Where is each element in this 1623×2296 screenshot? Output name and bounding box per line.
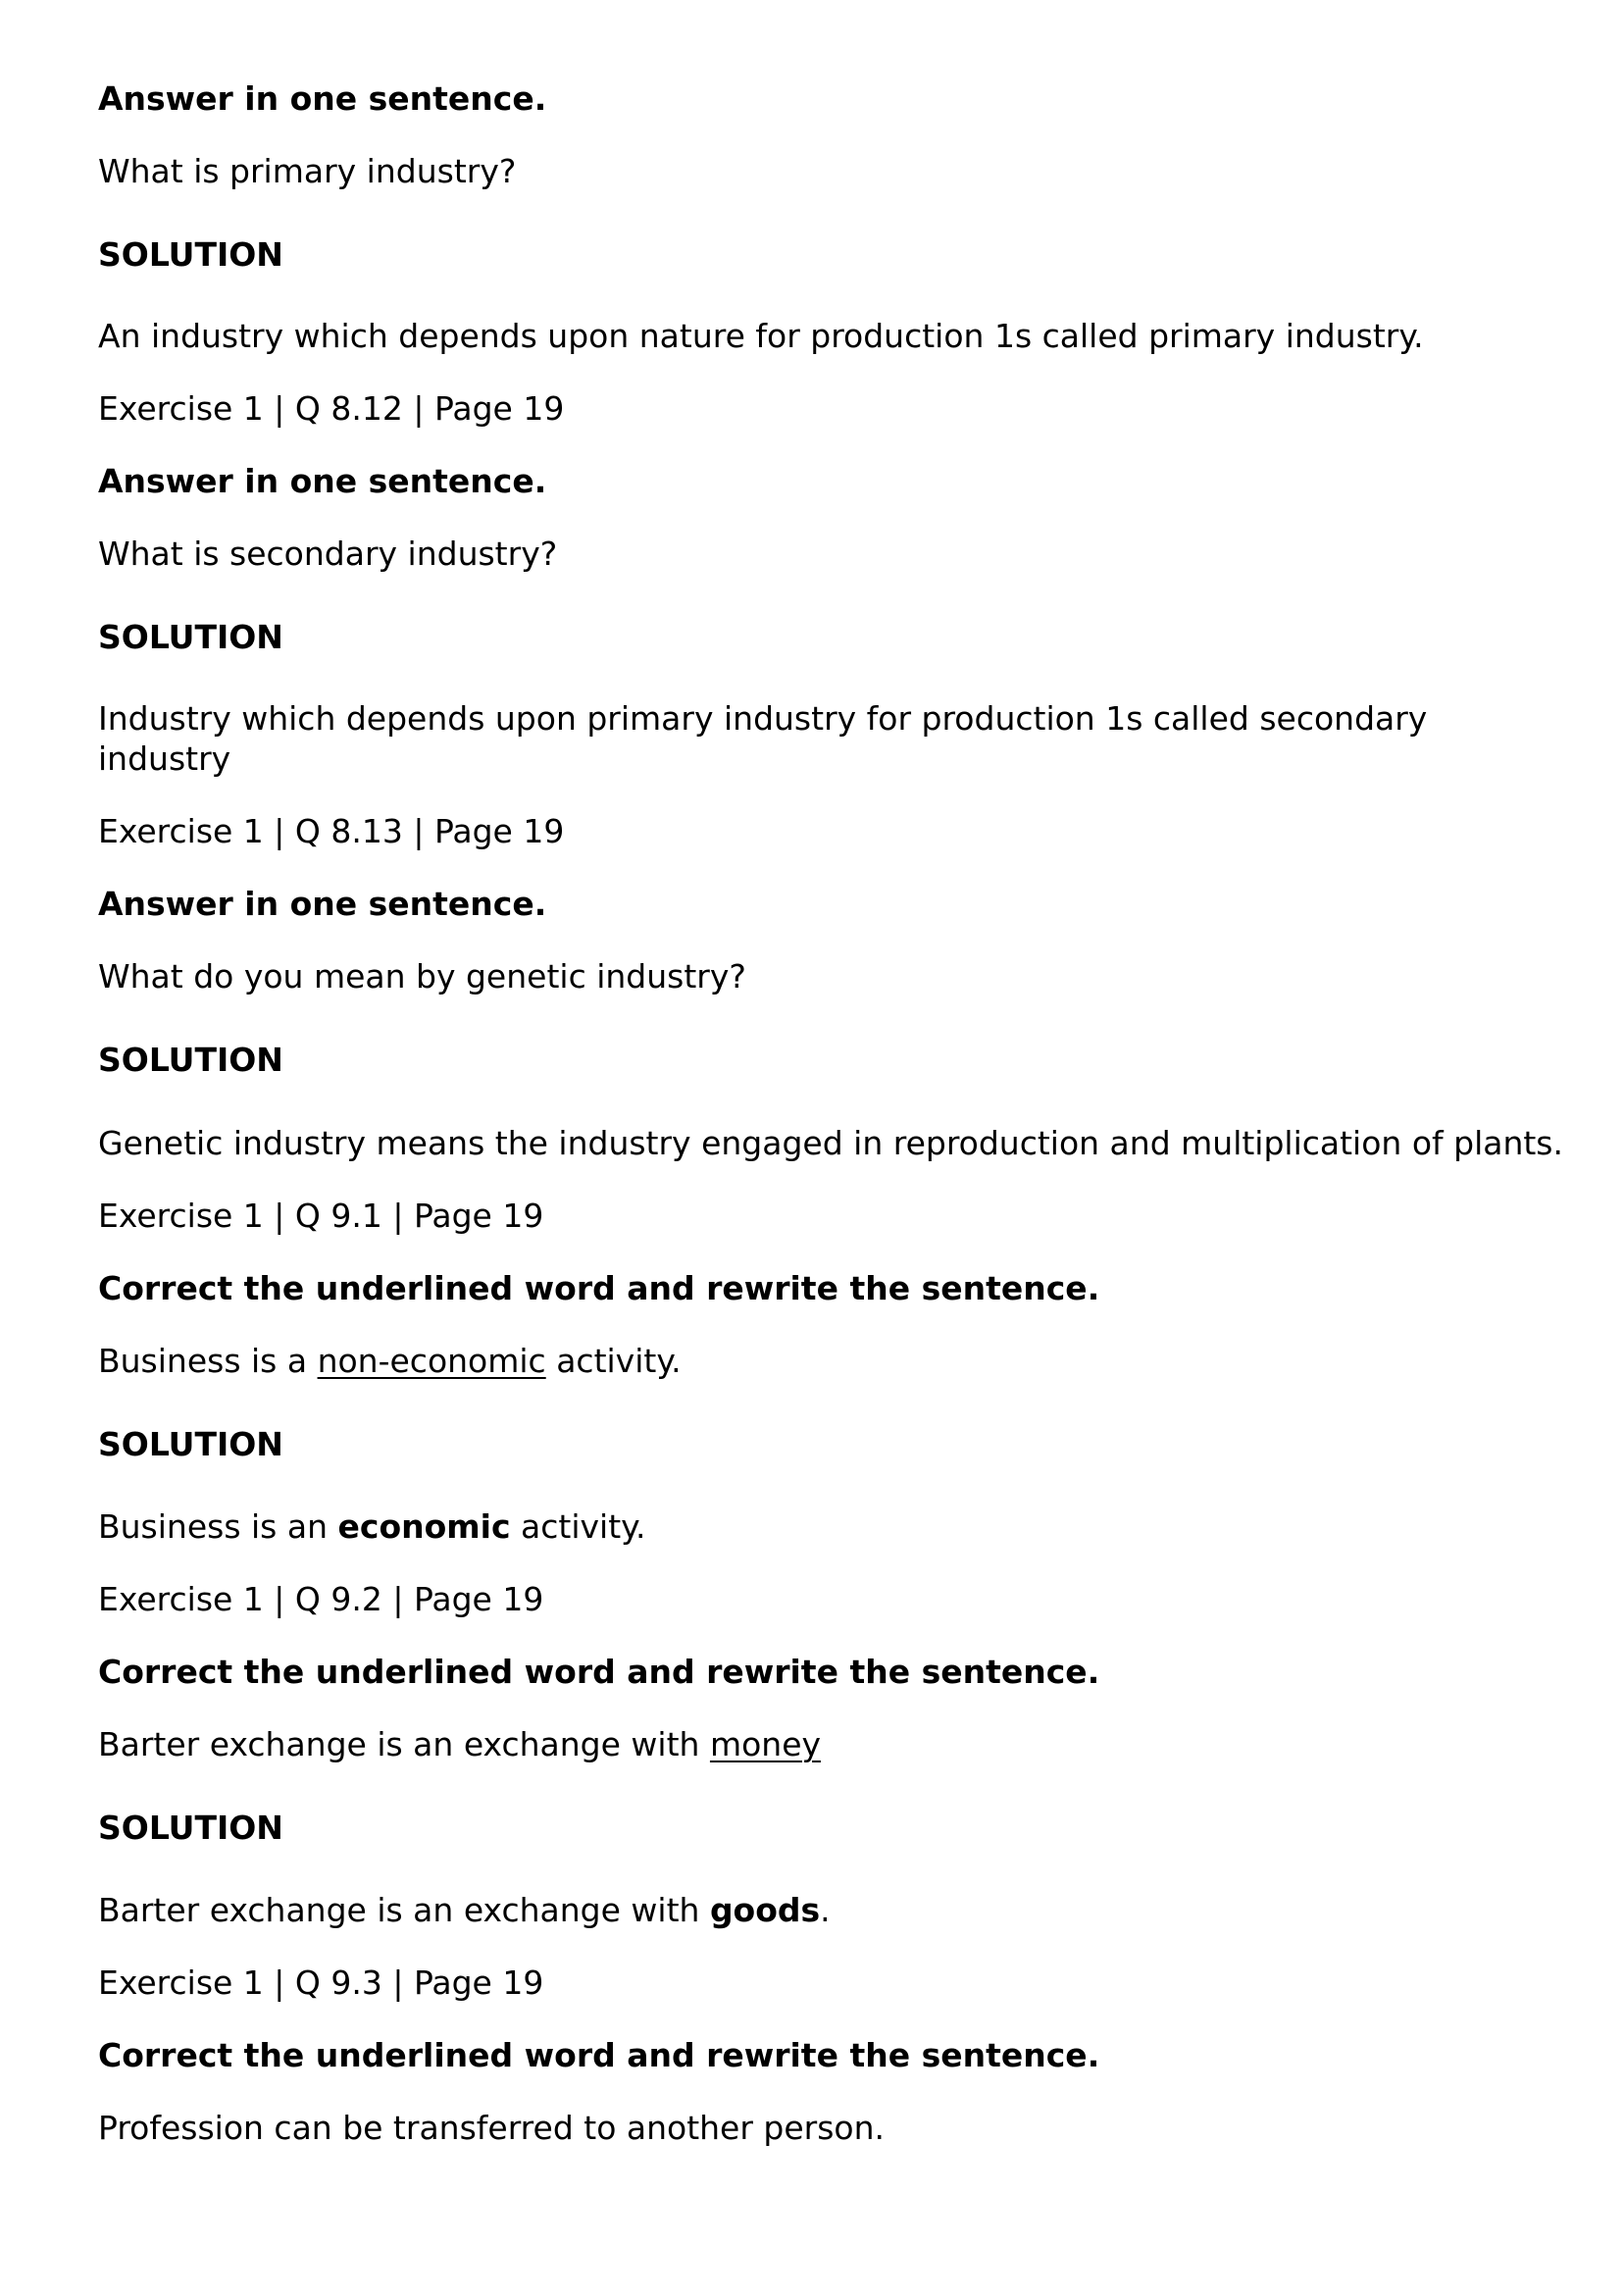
instruction-heading: Answer in one sentence.	[98, 79, 547, 118]
answer-text: Genetic industry means the industry engaged in reproduction and multiplication of plants.	[98, 1124, 1563, 1162]
instruction-heading: Answer in one sentence.	[98, 462, 547, 500]
exercise-reference: Exercise 1 | Q 8.13 | Page 19	[98, 812, 565, 850]
answer-text: Barter exchange is an exchange with goods.	[98, 1891, 831, 1929]
solution-label: SOLUTION	[98, 618, 283, 656]
instruction-heading: Answer in one sentence.	[98, 885, 547, 923]
answer-text: Industry which depends upon primary industry for production 1s called secondary industry	[98, 699, 1428, 778]
underlined-word: non-economic	[317, 1342, 546, 1380]
solution-label: SOLUTION	[98, 235, 283, 274]
instruction-heading: Correct the underlined word and rewrite the sentence.	[98, 2036, 1100, 2074]
underlined-word: money	[709, 1725, 822, 1763]
question-text: Profession can be transferred to another person.	[98, 2109, 886, 2147]
question-text: Business is a non-economic activity.	[98, 1342, 682, 1380]
solution-label: SOLUTION	[98, 1425, 283, 1463]
question-text: What do you mean by genetic industry?	[98, 957, 746, 995]
exercise-reference: Exercise 1 | Q 9.2 | Page 19	[98, 1580, 544, 1618]
instruction-heading: Correct the underlined word and rewrite the sentence.	[98, 1269, 1100, 1307]
exercise-reference: Exercise 1 | Q 9.3 | Page 19	[98, 1964, 544, 2002]
question-text: What is primary industry?	[98, 152, 517, 190]
exercise-reference: Exercise 1 | Q 8.12 | Page 19	[98, 389, 565, 428]
corrected-word: economic	[337, 1507, 511, 1546]
question-text: Barter exchange is an exchange with money	[98, 1725, 822, 1763]
exercise-reference: Exercise 1 | Q 9.1 | Page 19	[98, 1197, 544, 1235]
question-text: What is secondary industry?	[98, 535, 558, 573]
solution-label: SOLUTION	[98, 1809, 283, 1847]
solution-label: SOLUTION	[98, 1041, 283, 1079]
instruction-heading: Correct the underlined word and rewrite the sentence.	[98, 1653, 1100, 1691]
answer-text: Business is an economic activity.	[98, 1507, 646, 1546]
answer-text: An industry which depends upon nature for production 1s called primary industry.	[98, 317, 1424, 355]
corrected-word: goods	[709, 1891, 821, 1929]
